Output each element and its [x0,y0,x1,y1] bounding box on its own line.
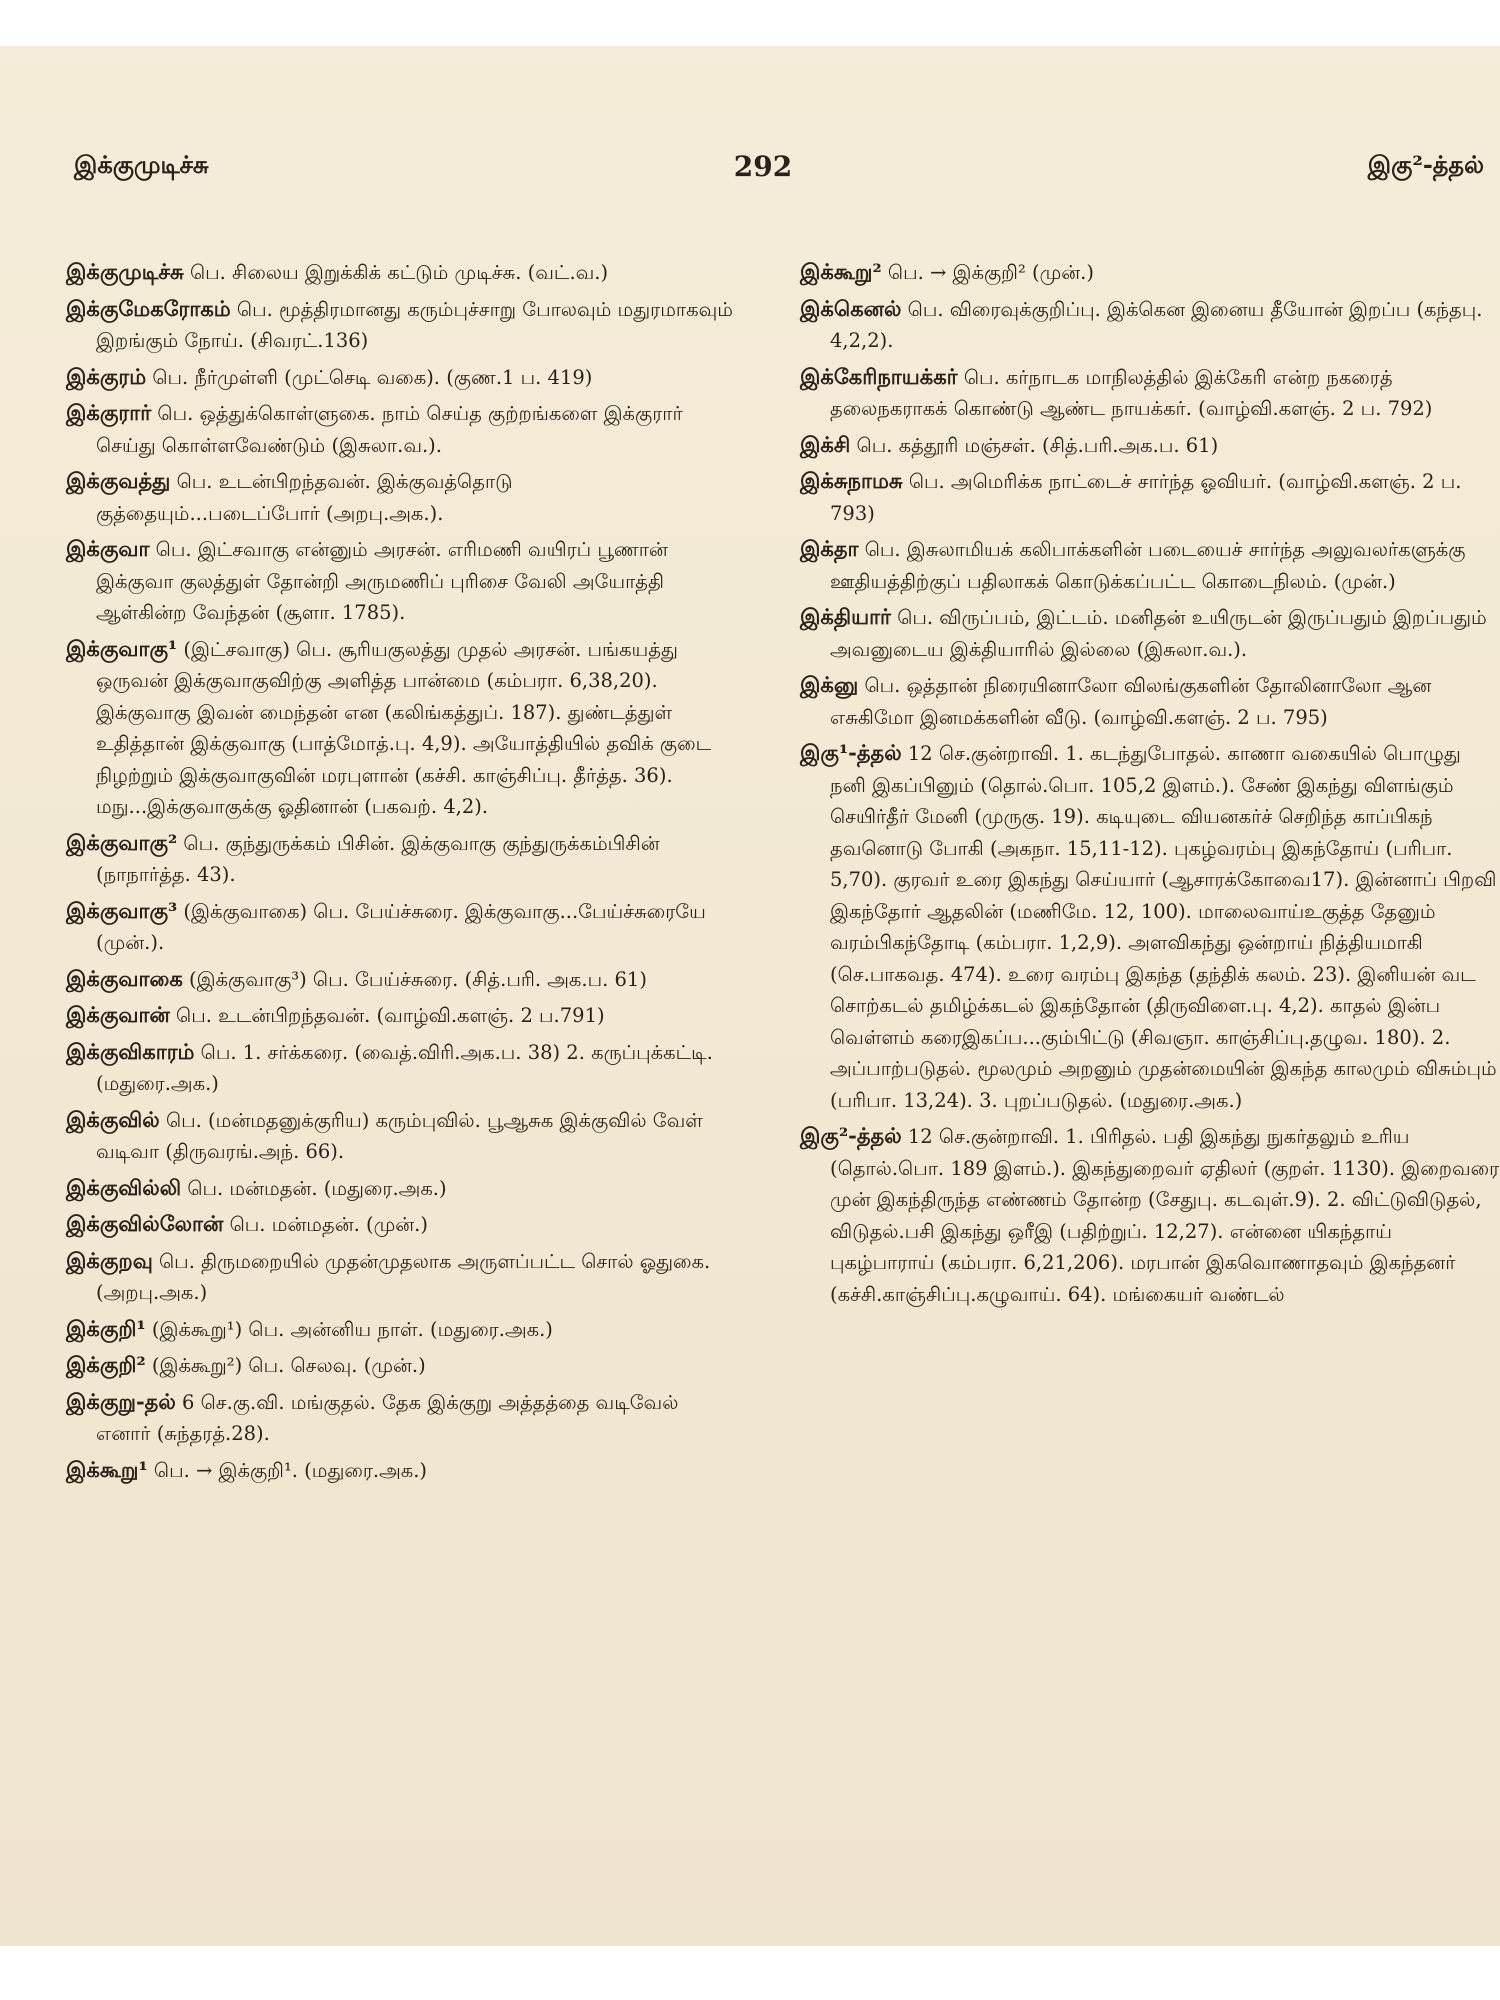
entry-definition: பெ. கத்தூரி மஞ்சள். (சித்.பரி.அக.ப. 61) [856,433,1219,457]
dictionary-entry [66,465,738,529]
right-column [800,256,1500,1314]
entry-headword: இக்குவான் [66,1002,170,1027]
entry-headword: இக்குவாகு¹ [66,635,178,661]
entry-definition: பெ. சிலைய இறுக்கிக் கட்டும் முடிச்சு. (வட்.வ.) [189,261,609,284]
entry-definition: பெ. → இக்குறி² (முன்.) [887,261,1094,284]
entry-definition: பெ. 1. சர்க்கரை. (வைத்.விரி.அக.ப. 38) 2. கருப்புக்கட்டி. (மதுரை.அக.) [96,1040,713,1095]
dictionary-entry [66,633,738,823]
dictionary-entry [800,737,1500,1116]
entry-definition: (இக்குவாகு³) பெ. பேய்ச்சுரை. (சித்.பரி. அக.ப. 61) [188,967,647,991]
dictionary-entry [800,429,1500,462]
dictionary-entry [66,1245,738,1309]
entry-definition: பெ. → இக்குறி¹. (மதுரை.அக.) [153,1458,428,1482]
entry-headword: இக்குரம் [66,363,147,389]
entry-headword: இக்குவாகை [66,965,183,991]
dictionary-entry [66,1104,738,1168]
dictionary-entry [66,533,738,629]
dictionary-entry [800,361,1500,425]
entry-headword: இக்குவில்லி [66,1174,182,1200]
entry-headword: இக்னு [800,672,859,697]
entry-definition: பெ. திருமறையில் முதன்முதலாக அருளப்பட்ட சொல் ஓதுகை. (அறபு.அக.) [96,1249,711,1304]
dictionary-entry [66,256,738,289]
dictionary-entry [66,1349,738,1382]
entry-definition: பெ. ஒத்துக்கொள்ளுகை. நாம் செய்த குற்றங்களை இக்குரார் செய்து கொள்ளவேண்டும் (இசுலா.வ.). [96,402,683,457]
entry-headword: இக்குவிகாரம் [66,1038,195,1064]
dictionary-entry [66,1036,738,1100]
dictionary-entry [800,293,1500,357]
entry-headword: இக்குவில் [66,1106,160,1132]
entry-headword: இக்குவத்து [66,468,171,493]
entry-headword: இகு¹-த்தல் [800,740,902,765]
entry-headword: இக்குறு-தல் [66,1388,176,1414]
entry-definition: 12 செ.குன்றாவி. 1. கடந்துபோதல். காணா வகையில் பொழுது நனி இகப்பினும் (தொல்.பொ. 105,2 இளம்.). சேண் இகந்து விளங்கும் செயிர்தீர் மேனி (முருகு. 19). கடியுடை வியனகர்ச் செறிந்த காப்பிகந் தவனொடு போகி (அகநா. 15,11-12). புகழ்வரம்பு இகந்தோய் (பரிபா. 5,70). குரவர் உரை இகந்து செய்யார் (ஆசாரக்கோவை17). இன்னாப் பிறவி இகந்தோர் ஆதலின் (மணிமே. 12, 100). மாலைவாய்உகுத்த தேனும் வரம்பிகந்தோடி (கம்பரா. 1,2,9). அளவிகந்து ஒன்றாய் நித்தியமாகி (செ.பாகவத. 474). உரை வரம்பு இகந்த (தந்திக் கலம். 23). இனியன் வட சொற்கடல் தமிழ்க்கடல் இகந்தோன் (திருவிளை.பு. 4,2). காதல் இன்ப வெள்ளம் கரைஇகப்ப...கும்பிட்டு (சிவஞா. காஞ்சிப்பு.தழுவ. 180). 2. அப்பாற்படுதல். மூலமும் அறனும் முதன்மையின் இகந்த காலமும் விசும்பும் (பரிபா. 13,24). 3. புறப்படுதல். (மதுரை.அக.) [830,742,1497,1112]
entry-definition: (இக்கூறு¹) பெ. அன்னிய நாள். (மதுரை.அக.) [151,1317,553,1341]
dictionary-entry [66,1454,738,1487]
entry-definition: பெ. மன்மதன். (மதுரை.அக.) [187,1176,447,1200]
dictionary-entry [800,1120,1500,1310]
entry-headword: இக்குறி¹ [66,1315,146,1341]
entry-headword: இக்குறவு [66,1247,153,1273]
top-margin [0,0,1500,46]
entry-headword: இக்கெனல் [800,295,902,321]
entry-headword: இக்குறி² [66,1352,146,1377]
dictionary-entry [800,256,1500,289]
entry-definition: பெ. விருப்பம், இட்டம். மனிதன் உயிருடன் இருப்பதும் இறப்பதும் அவனுடைய இக்தியாரில் இல்லை (இசுலா.வ.). [830,606,1487,661]
entry-headword: இக்குரார் [66,400,152,425]
page-number: 292 [733,150,793,183]
entry-headword: இக்குவா [66,536,150,561]
entry-definition: 12 செ.குன்றாவி. 1. பிரிதல். பதி இகந்து நுகர்தலும் உரிய (தொல்.பொ. 189 இளம்.). இகந்துறைவர் ஏதிலர் (குறள். 1130). இறைவரை முன் இகந்திருந்த எண்ணம் தோன்ற (சேதுபு. கடவுள்.9). 2. விட்டுவிடுதல், விடுதல்.பசி இகந்து ஒரீஇ (பதிற்றுப். 12,27). என்னை யிகந்தாய் புகழ்பாராய் (கம்பரா. 6,21,206). மரபான் இகவொணாதவும் இகந்தனர் (கச்சி.காஞ்சிப்பு.கழுவாய். 64). மங்கையர் வண்டல் [830,1125,1500,1306]
entry-definition: பெ. ஒத்தான் நிரையினாலோ விலங்குகளின் தோலினாலோ ஆன எசுகிமோ இனமக்களின் வீடு. (வாழ்வி.களஞ். 2 ப. 795) [830,674,1432,729]
entry-headword: இக்கூறு¹ [66,1456,148,1482]
entry-headword: இக்சுநாமசு [800,468,903,493]
entry-definition: பெ. மன்மதன். (முன்.) [229,1213,428,1236]
entry-definition: பெ. குந்துருக்கம் பிசின். இக்குவாகு குந்துருக்கம்பிசின் (நாநார்த்த. 43). [96,831,660,886]
dictionary-entry [66,963,738,996]
dictionary-entry [66,397,738,461]
dictionary-entry [66,1386,738,1450]
entry-definition: பெ. நீர்முள்ளி (முட்செடி வகை). (குண.1 ப. 419) [152,365,593,389]
entry-definition: பெ. உடன்பிறந்தவன். (வாழ்வி.களஞ். 2 ப.791) [176,1004,605,1027]
entry-definition: பெ. விரைவுக்குறிப்பு. இக்கென இனைய தீயோன் இறப்ப (கந்தபு. 4,2,2). [830,297,1483,352]
dictionary-entry [66,827,738,891]
entry-definition: (இக்கூறு²) பெ. செலவு. (முன்.) [151,1354,426,1377]
dictionary-entry [800,533,1500,597]
bottom-margin [0,1946,1500,2000]
dictionary-entry [800,465,1500,529]
entry-headword: இக்குவில்லோன் [66,1211,224,1236]
dictionary-entry [66,1208,738,1241]
entry-definition: பெ. (மன்மதனுக்குரிய) கரும்புவில். பூஆசுக இக்குவில் வேள் வடிவா (திருவரங்.அந். 66). [96,1108,703,1163]
entry-headword: இக்குவாகு² [66,829,178,855]
dictionary-entry [66,1172,738,1205]
dictionary-entry [800,669,1500,733]
entry-headword: இக்கூறு² [800,259,882,284]
running-head-right: இகு²-த்தல் [1367,150,1484,179]
entry-definition: (இக்குவாகை) பெ. பேய்ச்சுரை. இக்குவாகு...பேய்ச்சுரையே (முன்.). [96,899,706,954]
entry-definition: 6 செ.கு.வி. மங்குதல். தேக இக்குறு அத்தத்தை வடிவேல் எனார் (சுந்தரத்.28). [96,1390,679,1445]
dictionary-entry [66,895,738,959]
entry-definition: (இட்சவாகு) பெ. சூரியகுலத்து முதல் அரசன். பங்கயத்து ஒருவன் இக்குவாகுவிற்கு அளித்த பான்மை (கம்பரா. 6,38,20). இக்குவாகு இவன் மைந்தன் என (கலிங்கத்துப். 187). துண்டத்துள் உதித்தான் இக்குவாகு (பாத்மோத்.பு. 4,9). அயோத்தியில் தவிக் குடை நிழற்றும் இக்குவாகுவின் மரபுளான் (கச்சி. காஞ்சிப்பு. தீர்த்த. 36). மநு...இக்குவாகுக்கு ஓதினான் (பகவற். 4,2). [96,637,712,818]
entry-headword: இக்தியார் [800,604,892,629]
entry-headword: இகு²-த்தல் [800,1123,902,1148]
entry-definition: பெ. இட்சவாகு என்னும் அரசன். எரிமணி வயிரப் பூணான் இக்குவா குலத்துள் தோன்றி அருமணிப் புரிசை வேலி அயோத்தி ஆள்கின்ற வேந்தன் (சூளா. 1785). [96,538,668,624]
entry-definition: பெ. கர்நாடக மாநிலத்தில் இக்கேரி என்ற நகரைத் தலைநகராகக் கொண்டு ஆண்ட நாயக்கர். (வாழ்வி.களஞ். 2 ப. 792) [830,365,1433,420]
dictionary-entry [66,361,738,394]
entry-definition: பெ. மூத்திரமானது கரும்புச்சாறு போலவும் மதுரமாகவும் இறங்கும் நோய். (சிவரட்.136) [96,297,733,352]
entry-headword: இக்கேரிநாயக்கர் [800,363,958,389]
entry-definition: பெ. உடன்பிறந்தவன். இக்குவத்தொடு குத்தையும்...படைப்போர் (அறபு.அக.). [96,470,513,525]
entry-definition: பெ. இசுலாமியக் கலிபாக்களின் படையைச் சார்ந்த அலுவலர்களுக்கு ஊதியத்திற்குப் பதிலாகக் கொடுக்கப்பட்ட கொடைநிலம். (முன்.) [830,538,1466,593]
running-head-left: இக்குமுடிச்சு [74,150,209,179]
entry-definition: பெ. அமெரிக்க நாட்டைச் சார்ந்த ஓவியர். (வாழ்வி.களஞ். 2 ப. 793) [830,470,1462,525]
dictionary-entry [800,601,1500,665]
entry-headword: இக்குமுடிச்சு [66,259,184,284]
dictionary-entry [66,999,738,1032]
entry-headword: இக்குமேகரோகம் [66,295,231,321]
entry-headword: இக்குவாகு³ [66,897,178,923]
left-column [66,256,738,1490]
entry-headword: இக்தா [800,536,859,561]
dictionary-entry [66,1313,738,1346]
entry-headword: இக்சி [800,431,851,457]
dictionary-entry [66,293,738,357]
